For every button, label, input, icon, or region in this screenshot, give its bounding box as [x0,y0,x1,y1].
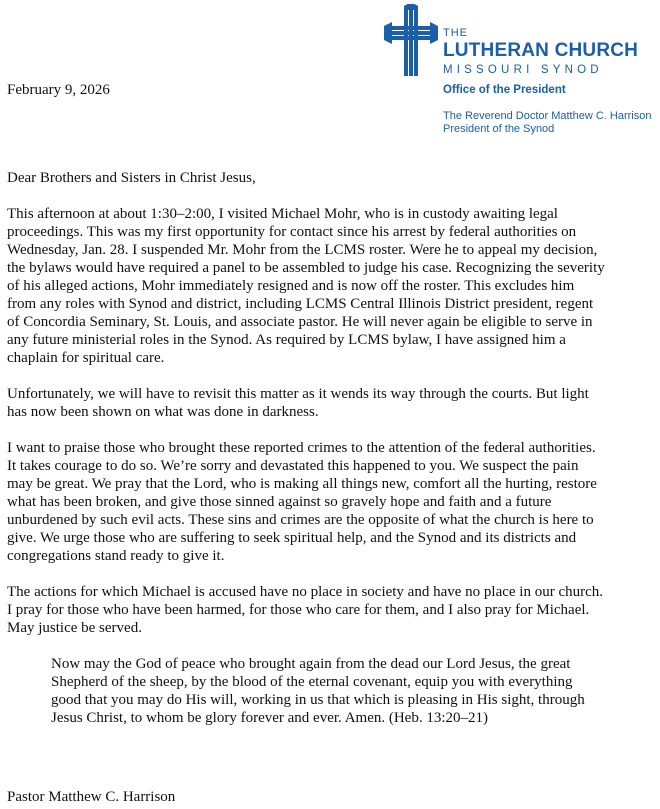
greeting: Dear Brothers and Sisters in Christ Jesus, [7,170,256,186]
office-title: Office of the President [443,84,566,96]
paragraph-2: Unfortunately, we will have to revisit this matter as it wends its way through the courts. But light has now been shown on what was done in darkness. [7,386,589,420]
signature: Pastor Matthew C. Harrison [7,789,176,805]
reverend-title: President of the Synod [443,123,555,135]
paragraph-4: The actions for which Michael is accused have no place in society and have no place in our church. I pray for those who have been harmed, for those who care for them, and I also pray for Michael. May justice be served. [7,584,604,636]
paragraph-3: I want to praise those who brought these reported crimes to the attention of the federal authorities. It takes courage to do so. We’re sorry and devastated this happened to you. We suspect the pain may be great. We pray that the Lord, who is making all things new, comfort all the hurting, restore what has been broken, and give those sinned against so gravely hope and faith and a future unburdened by such evil acts. These sins and crimes are the opposite of what the church is here to give. We urge those who are suffering to seek spiritual help, and the Synod and its districts and congregations stand ready to give it. [7,440,597,564]
letter-date: February 9, 2026 [7,82,110,98]
letter-body [7,169,607,727]
cross-logo-icon [382,4,440,80]
blessing-quote: Now may the God of peace who brought again from the dead our Lord Jesus, the great Shepherd of the sheep, by the blood of the eternal covenant, equip you with everything good that you may do His will, working in us that which is pleasing in His sight, through Jesus Christ, to whom be glory forever and ever. Amen. (Heb. 13:20–21) [51,656,585,726]
church-title: LUTHERAN CHURCH [443,40,639,61]
church-synod: MISSOURI SYNOD [443,64,603,76]
reverend-name: The Reverend Doctor Matthew C. Harrison [443,110,652,122]
paragraph-1: This afternoon at about 1:30–2:00, I visited Michael Mohr, who is in custody awaiting legal proceedings. This was my first opportunity for contact since his arrest by federal authorities on Wednesday, Jan. 28. I suspended Mr. Mohr from the LCMS roster. Were he to appeal my decision, the bylaws would have required a panel to be assembled to judge his case. Recognizing the severity of his alleged actions, Mohr immediately resigned and is now off the roster. This excludes him from any roles with Synod and district, including LCMS Central Illinois District president, regent of Concordia Seminary, St. Louis, and associate pastor. He will never again be eligible to serve in any future ministerial roles in the Synod. As required by LCMS bylaw, I have assigned him a chaplain for spiritual care. [7,206,605,366]
church-the-text: THE [443,27,468,39]
